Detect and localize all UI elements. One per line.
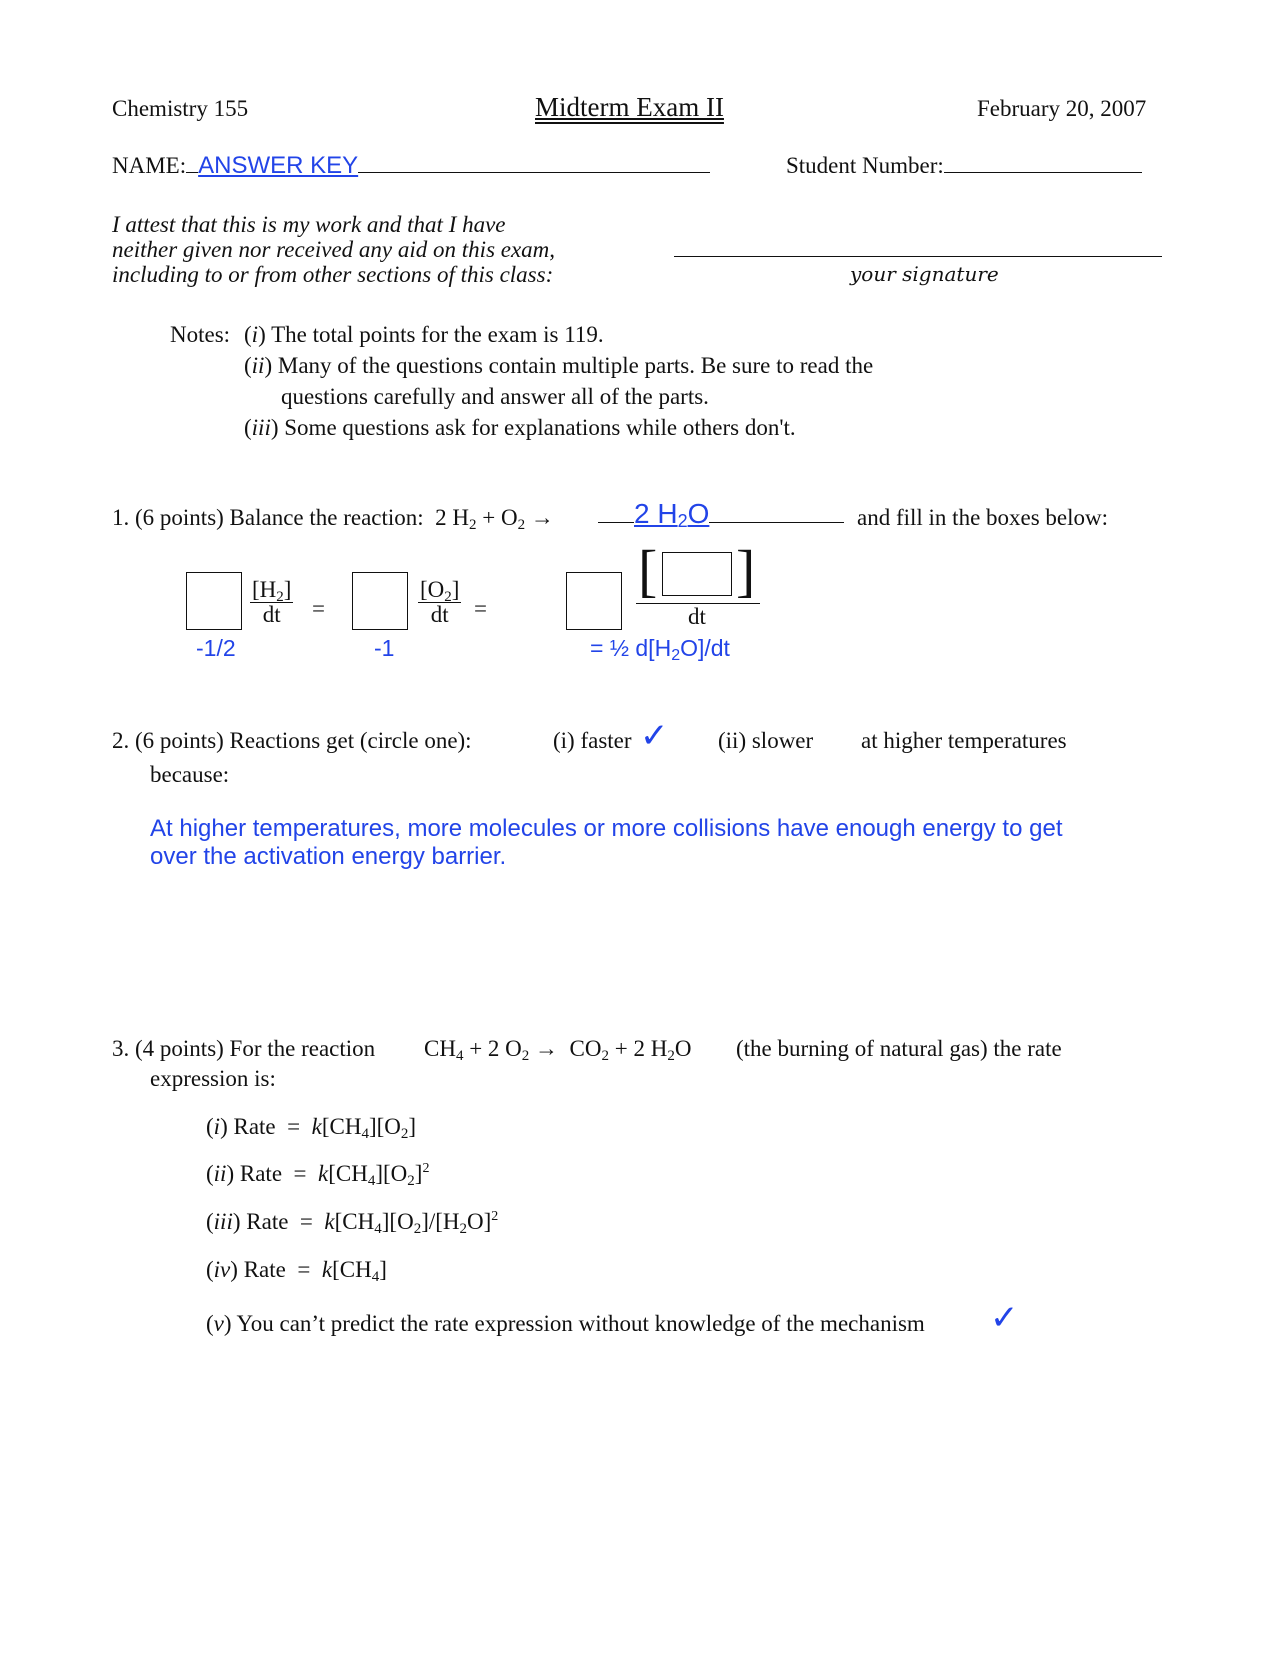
q1-equals-1: = — [312, 596, 325, 621]
q3-option-ii[interactable]: (ii) Rate = $k[CH_4][O_2]^2$ — [206, 1161, 430, 1189]
q3-option-v[interactable]: (v) You can’t predict the rate expression without knowledge of the mechanism — [206, 1311, 925, 1336]
q1-bracket-right: ] — [736, 538, 756, 603]
course-title: Chemistry 155 — [112, 96, 249, 121]
q1-answer[interactable]: 2 $H_2O$ — [634, 498, 710, 531]
name-value[interactable]: ANSWER KEY — [198, 152, 359, 179]
student-number-line — [786, 152, 1142, 179]
q1-equals-2: = — [474, 596, 487, 621]
q3-option-i[interactable]: (i) Rate = $k[CH_4][O_2]$ — [206, 1114, 417, 1142]
signature-caption: your signature — [850, 262, 999, 286]
q2-suffix: at higher temperatures — [861, 728, 1067, 753]
q1-frac-h2: $\frac{[H_2]}{dt}$ — [252, 577, 292, 627]
q1-box-2[interactable] — [352, 572, 408, 630]
name-label: NAME: — [112, 153, 187, 178]
q1-prompt: 1. (6 points) Balance the reaction: 2 $H_2 + O_2$ → — [112, 505, 554, 533]
q1-suffix: and fill in the boxes below: — [857, 505, 1109, 530]
q1-box-3[interactable] — [566, 572, 622, 630]
note-1: (i) The total points for the exam is 119. — [244, 322, 604, 347]
q1-den-3: dt — [688, 604, 706, 629]
attestation-text: I attest that this is my work and that I have neither given nor received any aid on this exam, including to or from other sections of this class: — [112, 212, 556, 287]
q3-option-iii[interactable]: (iii) Rate = $k[CH_4][O_2]/[H_2O]^2$ — [206, 1209, 499, 1237]
q1-box-4[interactable] — [662, 552, 732, 596]
q1-frac-o2: $\frac{[O_2]}{dt}$ — [420, 577, 460, 627]
notes-label: Notes: — [170, 322, 231, 347]
q2-option-slower[interactable]: (ii) slower — [718, 728, 814, 753]
q3-option-iv[interactable]: (iv) Rate = $k[CH_4]$ — [206, 1257, 387, 1285]
q1-coef-1: -1/2 — [196, 635, 236, 661]
q3-paren: (the burning of natural gas) the rate — [736, 1036, 1062, 1061]
q2-because: because: — [150, 762, 230, 787]
q1-bracket-left: [ — [638, 538, 658, 603]
note-2: (ii) Many of the questions contain multiple parts. Be sure to read the — [244, 353, 874, 378]
check-icon: ✓ — [990, 1298, 1019, 1338]
signature-field[interactable] — [674, 236, 1162, 257]
q3-prompt: 3. (4 points) For the reaction — [112, 1036, 376, 1061]
q3-cont: expression is: — [150, 1066, 276, 1091]
q2-option-faster[interactable]: (i) faster — [553, 728, 632, 753]
q3-reaction: $CH_4 + 2$ $O_2 \to CO_2 + 2$ $H_2O$ — [424, 1036, 692, 1064]
q2-answer[interactable]: At higher temperatures, more molecules or more collisions have enough energy to get over the activation energy barrier. — [150, 815, 1063, 870]
q1-coef-3: = ½ $d[H_2O]/dt$ — [590, 635, 730, 664]
exam-date: February 20, 2007 — [977, 96, 1147, 121]
check-icon: ✓ — [640, 716, 669, 756]
exam-title: Midterm Exam II — [535, 92, 724, 122]
q1-box-1[interactable] — [186, 572, 242, 630]
q1-coef-2: -1 — [374, 635, 395, 661]
student-number-label: Student Number: — [786, 153, 944, 178]
note-2-cont: questions carefully and answer all of the parts. — [281, 384, 709, 409]
student-number-field[interactable] — [944, 152, 1142, 173]
name-line — [112, 152, 710, 180]
note-3: (iii) Some questions ask for explanations while others don't. — [244, 415, 796, 440]
q1-answer-line — [598, 498, 844, 530]
q2-prompt: 2. (6 points) Reactions get (circle one): — [112, 728, 472, 753]
